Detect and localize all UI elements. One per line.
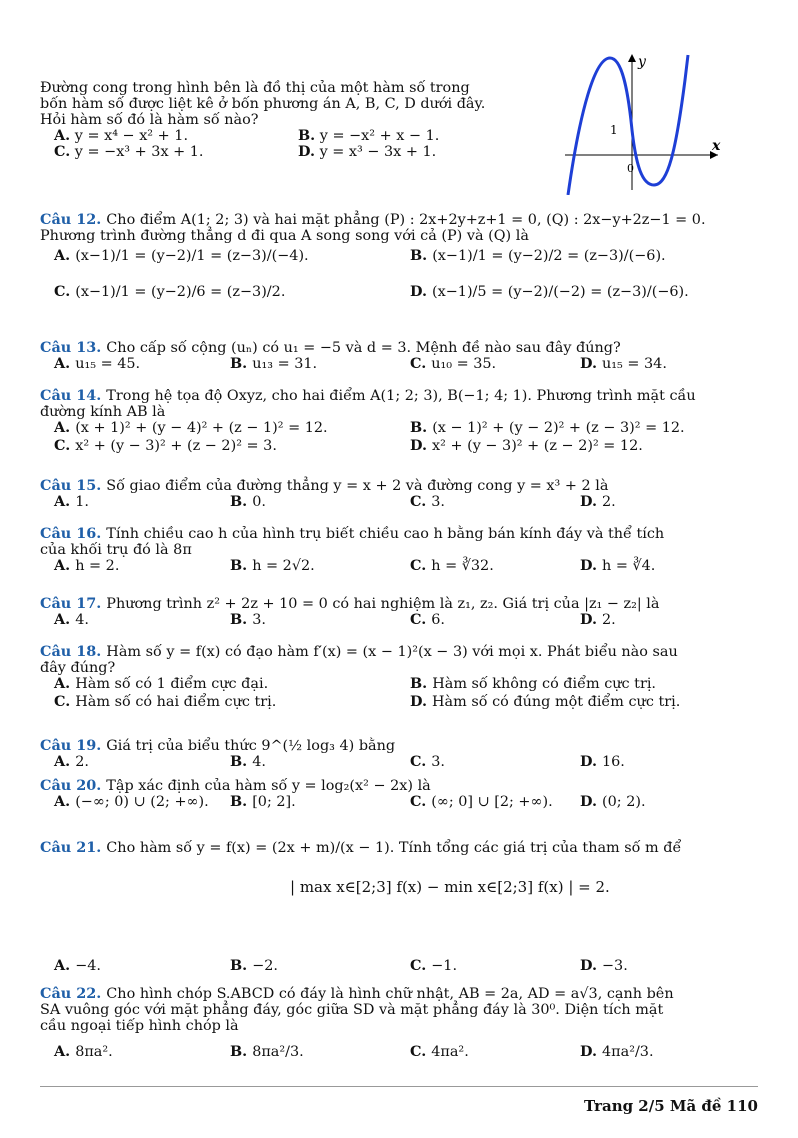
answer-option[interactable]: B. −2.: [230, 957, 278, 974]
answer-option[interactable]: B. [0; 2].: [230, 793, 296, 810]
question-number: Câu 15.: [40, 477, 107, 494]
answer-option[interactable]: D. −3.: [580, 957, 628, 974]
answer-option[interactable]: C. h = ∛32.: [410, 557, 494, 574]
option-row: [40, 1044, 758, 1062]
options: [40, 794, 758, 812]
answer-option[interactable]: B. 4.: [230, 753, 266, 770]
answer-option[interactable]: D. h = ∛4.: [580, 557, 656, 574]
q21-formula: | max x∈[2;3] f(x) − min x∈[2;3] f(x) | = 2.: [290, 878, 610, 896]
question-number: Câu 21.: [40, 839, 107, 856]
answer-option[interactable]: D. (x−1)/5 = (y−2)/(−2) = (z−3)/(−6).: [410, 283, 689, 300]
x-label: x: [712, 138, 721, 154]
page-number: Trang 2/5 Mã đề 110: [584, 1097, 758, 1115]
option-row: [40, 612, 758, 630]
question-block: [40, 644, 758, 712]
question-number: Câu 20.: [40, 777, 107, 794]
option-row: [40, 958, 758, 976]
question-number: Câu 22.: [40, 985, 107, 1002]
option-row: A. y = x⁴ − x² + 1. B. y = −x² + x − 1.: [54, 127, 440, 144]
answer-option[interactable]: D. x² + (y − 3)² + (z − 2)² = 12.: [410, 437, 643, 454]
options: [40, 612, 758, 630]
answer-option[interactable]: C. 3.: [410, 493, 445, 510]
tick-1: 1: [610, 123, 618, 137]
answer-option[interactable]: B. h = 2√2.: [230, 557, 315, 574]
options: [40, 754, 758, 772]
answer-option[interactable]: A. Hàm số có 1 điểm cực đại.: [54, 675, 269, 692]
function-graph: [560, 50, 760, 195]
option-row: [40, 284, 758, 320]
question-number: Câu 12.: [40, 211, 107, 228]
option-row: [40, 676, 758, 694]
question-number: Câu 18.: [40, 643, 107, 660]
option-row: [40, 248, 758, 284]
option-row: [40, 494, 758, 512]
answer-option[interactable]: B. 0.: [230, 493, 266, 510]
answer-option[interactable]: A. −4.: [54, 957, 101, 974]
option-row: [40, 558, 758, 576]
question-block: [40, 738, 758, 772]
intro-line: bốn hàm số được liệt kê ở bốn phương án A, B, C, D dưới đây.: [40, 96, 486, 112]
options: [40, 356, 758, 374]
answer-option[interactable]: B. 3.: [230, 611, 266, 628]
options: [40, 958, 758, 976]
answer-option[interactable]: C. 3.: [410, 753, 445, 770]
option-row: [40, 356, 758, 374]
answer-option[interactable]: D. 16.: [580, 753, 625, 770]
options: [40, 1044, 758, 1062]
options: [40, 420, 758, 456]
answer-option[interactable]: C. Hàm số có hai điểm cực trị.: [54, 693, 277, 710]
answer-option[interactable]: D. 4πa²/3.: [580, 1043, 654, 1060]
answer-option[interactable]: A. (x−1)/1 = (y−2)/1 = (z−3)/(−4).: [54, 247, 309, 264]
options: [40, 248, 758, 320]
answer-option[interactable]: B. (x−1)/1 = (y−2)/2 = (z−3)/(−6).: [410, 247, 666, 264]
options: [40, 494, 758, 512]
option-row: C. y = −x³ + 3x + 1. D. y = x³ − 3x + 1.: [54, 143, 437, 160]
option-row: [40, 694, 758, 712]
y-label: y: [638, 54, 646, 70]
question-text: SA vuông góc với mặt phẳng đáy, góc giữa SD và mặt phẳng đáy là 30⁰. Diện tích mặt: [40, 1002, 664, 1018]
question-text: của khối trụ đó là 8π: [40, 542, 192, 558]
answer-option[interactable]: D. (0; 2).: [580, 793, 646, 810]
question-block: [40, 526, 758, 576]
answer-option[interactable]: D. 2.: [580, 493, 616, 510]
answer-option[interactable]: A. (−∞; 0) ∪ (2; +∞).: [54, 793, 209, 810]
question-number: Câu 19.: [40, 737, 107, 754]
option-a: y = x⁴ − x² + 1.: [74, 128, 189, 144]
intro-line: Hỏi hàm số đó là hàm số nào?: [40, 112, 259, 128]
question-block: [40, 478, 758, 512]
answer-option[interactable]: B. (x − 1)² + (y − 2)² + (z − 3)² = 12.: [410, 419, 685, 436]
question-text: Câu 19. Giá trị của biểu thức 9^(½ log₃ 4) bằng: [40, 737, 396, 754]
question-block: [40, 778, 758, 812]
question-text: Câu 21. Cho hàm số y = f(x) = (2x + m)/(x − 1). Tính tổng các giá trị của tham số m để: [40, 839, 682, 856]
option-d: y = x³ − 3x + 1.: [319, 144, 437, 160]
answer-option[interactable]: A. (x + 1)² + (y − 4)² + (z − 1)² = 12.: [54, 419, 328, 436]
question-number: Câu 17.: [40, 595, 107, 612]
question-block: [40, 985, 758, 1060]
option-row: [40, 438, 758, 456]
intro-line: Đường cong trong hình bên là đồ thị của một hàm số trong: [40, 80, 470, 96]
answer-option[interactable]: C. (∞; 0] ∪ [2; +∞).: [410, 793, 553, 810]
origin-label: 0: [627, 162, 634, 175]
option-b: y = −x² + x − 1.: [319, 128, 440, 144]
answer-option[interactable]: A. h = 2.: [54, 557, 120, 574]
option-row: [40, 754, 758, 772]
question-text: Câu 18. Hàm số y = f(x) có đạo hàm f′(x) = (x − 1)²(x − 3) với mọi x. Phát biểu nào sau: [40, 643, 678, 660]
answer-option[interactable]: C. u₁₀ = 35.: [410, 355, 497, 372]
question-text: Câu 15. Số giao điểm của đường thẳng y = x + 2 và đường cong y = x³ + 2 là: [40, 477, 609, 494]
footer: [40, 1086, 758, 1115]
question-text: Câu 13. Cho cấp số cộng (uₙ) có u₁ = −5 và d = 3. Mệnh đề nào sau đây đúng?: [40, 339, 621, 356]
question-block: [40, 211, 758, 300]
answer-option[interactable]: C. (x−1)/1 = (y−2)/6 = (z−3)/2.: [54, 283, 286, 300]
option-c: y = −x³ + 3x + 1.: [74, 144, 204, 160]
answer-option[interactable]: C. 4πa².: [410, 1043, 469, 1060]
options: [40, 676, 758, 712]
answer-option[interactable]: B. u₁₃ = 31.: [230, 355, 318, 372]
options: [40, 558, 758, 576]
question-text: Câu 12. Cho điểm A(1; 2; 3) và hai mặt phẳng (P) : 2x+2y+z+1 = 0, (Q) : 2x−y+2z−1 = 0.: [40, 211, 706, 228]
answer-option[interactable]: D. 2.: [580, 611, 616, 628]
question-text: đường kính AB là: [40, 404, 166, 420]
question-text: Câu 16. Tính chiều cao h của hình trụ biết chiều cao h bằng bán kính đáy và thể tích: [40, 525, 665, 542]
answer-option[interactable]: A. 4.: [54, 611, 89, 628]
option-row: [40, 420, 758, 438]
answer-option[interactable]: C. 6.: [410, 611, 445, 628]
option-row: [40, 794, 758, 812]
question-text: Phương trình đường thẳng d đi qua A song song với cả (P) và (Q) là: [40, 228, 529, 244]
question-number: Câu 13.: [40, 339, 107, 356]
answer-option[interactable]: D. Hàm số có đúng một điểm cực trị.: [410, 693, 681, 710]
answer-option[interactable]: D. u₁₅ = 34.: [580, 355, 667, 372]
answer-option[interactable]: B. 8πa²/3.: [230, 1043, 304, 1060]
answer-option[interactable]: C. x² + (y − 3)² + (z − 2)² = 3.: [54, 437, 277, 454]
question-text: đây đúng?: [40, 660, 116, 676]
answer-option[interactable]: A. u₁₅ = 45.: [54, 355, 141, 372]
answer-option[interactable]: C. −1.: [410, 957, 458, 974]
question-text: Câu 14. Trong hệ tọa độ Oxyz, cho hai điểm A(1; 2; 3), B(−1; 4; 1). Phương trình mặt cầu: [40, 387, 696, 404]
question-block: [40, 388, 758, 456]
answer-option[interactable]: B. Hàm số không có điểm cực trị.: [410, 675, 656, 692]
intro-question: [40, 80, 560, 160]
question-number: Câu 14.: [40, 387, 107, 404]
question-text: Câu 17. Phương trình z² + 2z + 10 = 0 có hai nghiệm là z₁, z₂. Giá trị của |z₁ − z₂| là: [40, 595, 660, 612]
question-text: Câu 20. Tập xác định của hàm số y = log₂(x² − 2x) là: [40, 777, 431, 794]
question-text: Câu 22. Cho hình chóp S.ABCD có đáy là hình chữ nhật, AB = 2a, AD = a√3, cạnh bên: [40, 985, 674, 1002]
y-arrow-icon: [628, 54, 636, 62]
answer-option[interactable]: A. 1.: [54, 493, 89, 510]
answer-option[interactable]: A. 2.: [54, 753, 89, 770]
answer-option[interactable]: A. 8πa².: [54, 1043, 113, 1060]
question-number: Câu 16.: [40, 525, 107, 542]
question-block: [40, 340, 758, 374]
question-block: [40, 596, 758, 630]
question-text: cầu ngoại tiếp hình chóp là: [40, 1018, 239, 1034]
